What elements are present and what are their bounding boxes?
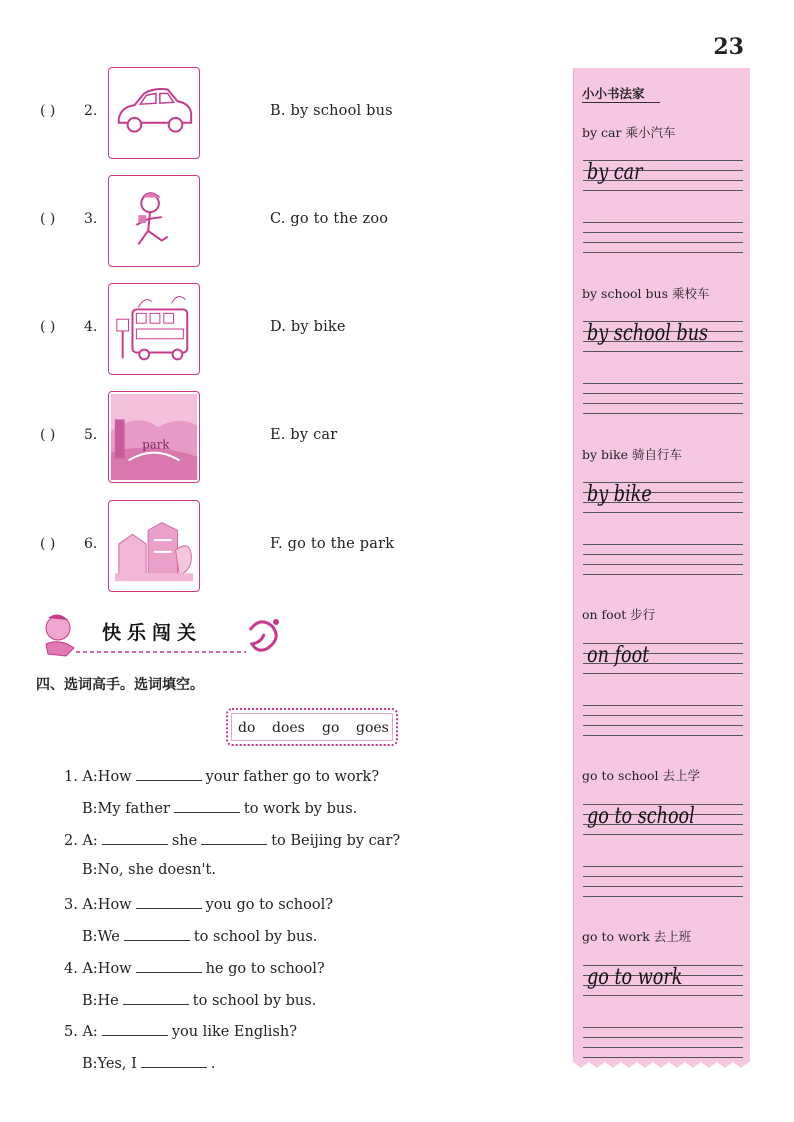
school-bus-icon xyxy=(108,283,200,375)
phrase-label: by car 乘小汽车 xyxy=(582,125,676,140)
answer-blank[interactable] xyxy=(102,830,168,845)
question-4-a: 4. A:How he go to school? xyxy=(64,958,325,977)
question-number: 2. xyxy=(84,103,98,119)
question-5-a: 5. A: you like English? xyxy=(64,1021,297,1040)
question-4-b: B:He to school by bus. xyxy=(82,990,316,1009)
script-sample: go to work xyxy=(587,965,683,990)
question-3-b: B:We to school by bus. xyxy=(82,926,317,945)
script-sample: by bike xyxy=(587,482,652,507)
answer-blank[interactable] xyxy=(174,798,240,813)
script-sample: by car xyxy=(587,160,643,185)
option-label: C. go to the zoo xyxy=(270,211,389,227)
option-label: E. by car xyxy=(270,427,338,443)
question-number: 6. xyxy=(84,536,98,552)
answer-paren[interactable]: ( ) xyxy=(40,319,56,335)
zoo-scene-image xyxy=(108,500,200,592)
option-label: F. go to the park xyxy=(270,536,395,552)
question-number: 4. xyxy=(84,319,98,335)
walking-boy-icon xyxy=(108,175,200,267)
answer-blank[interactable] xyxy=(136,766,202,781)
question-1-a: 1. A:How your father go to work? xyxy=(64,766,379,785)
option-label: B. by school bus xyxy=(270,103,393,119)
matching-row-2 xyxy=(40,67,560,161)
word-bank-item: does xyxy=(272,720,305,736)
answer-blank[interactable] xyxy=(136,958,202,973)
answer-blank[interactable] xyxy=(201,830,267,845)
page-number: 23 xyxy=(713,34,744,60)
answer-paren[interactable]: ( ) xyxy=(40,536,56,552)
phrase-label: go to school 去上学 xyxy=(582,768,701,783)
section-banner xyxy=(36,608,286,660)
phrase-label: by school bus 乘校车 xyxy=(582,286,710,301)
phrase-label: by bike 骑自行车 xyxy=(582,447,682,462)
question-5-b: B:Yes, I . xyxy=(82,1053,215,1072)
word-bank-item: goes xyxy=(356,720,389,736)
phrase-label: go to work 去上班 xyxy=(582,929,692,944)
zigzag-edge xyxy=(573,1058,749,1070)
matching-row-4 xyxy=(40,283,560,377)
matching-row-5 xyxy=(40,391,560,485)
section-heading: 四、选词高手。选词填空。 xyxy=(36,677,204,693)
question-number: 3. xyxy=(84,211,98,227)
question-2-b: B:No, she doesn't. xyxy=(82,862,216,878)
question-1-b: B:My father to work by bus. xyxy=(82,798,357,817)
matching-row-3 xyxy=(40,175,560,269)
answer-paren[interactable]: ( ) xyxy=(40,103,56,119)
answer-paren[interactable]: ( ) xyxy=(40,211,56,227)
question-number: 5. xyxy=(84,427,98,443)
title-underline xyxy=(582,102,660,103)
answer-blank[interactable] xyxy=(102,1021,168,1036)
script-sample: by school bus xyxy=(587,321,709,346)
park-scene-image xyxy=(108,391,200,483)
answer-paren[interactable]: ( ) xyxy=(40,427,56,443)
calligraphy-panel xyxy=(573,68,750,1062)
answer-blank[interactable] xyxy=(141,1053,207,1068)
word-bank xyxy=(226,708,398,746)
script-sample: on foot xyxy=(587,643,650,668)
question-3-a: 3. A:How you go to school? xyxy=(64,894,333,913)
answer-blank[interactable] xyxy=(123,990,189,1005)
answer-blank[interactable] xyxy=(124,926,190,941)
banner-title: 快乐闯关 xyxy=(102,622,203,644)
word-bank-item: do xyxy=(238,720,256,736)
word-bank-item: go xyxy=(322,720,340,736)
calligraphy-title: 小小书法家 xyxy=(582,86,645,101)
car-icon xyxy=(108,67,200,159)
matching-row-6 xyxy=(40,500,560,594)
phrase-label: on foot 步行 xyxy=(582,607,656,622)
script-sample: go to school xyxy=(587,804,695,829)
question-2-a: 2. A: she to Beijing by car? xyxy=(64,830,400,849)
answer-blank[interactable] xyxy=(136,894,202,909)
park-sign-label: park xyxy=(142,437,170,452)
option-label: D. by bike xyxy=(270,319,346,335)
